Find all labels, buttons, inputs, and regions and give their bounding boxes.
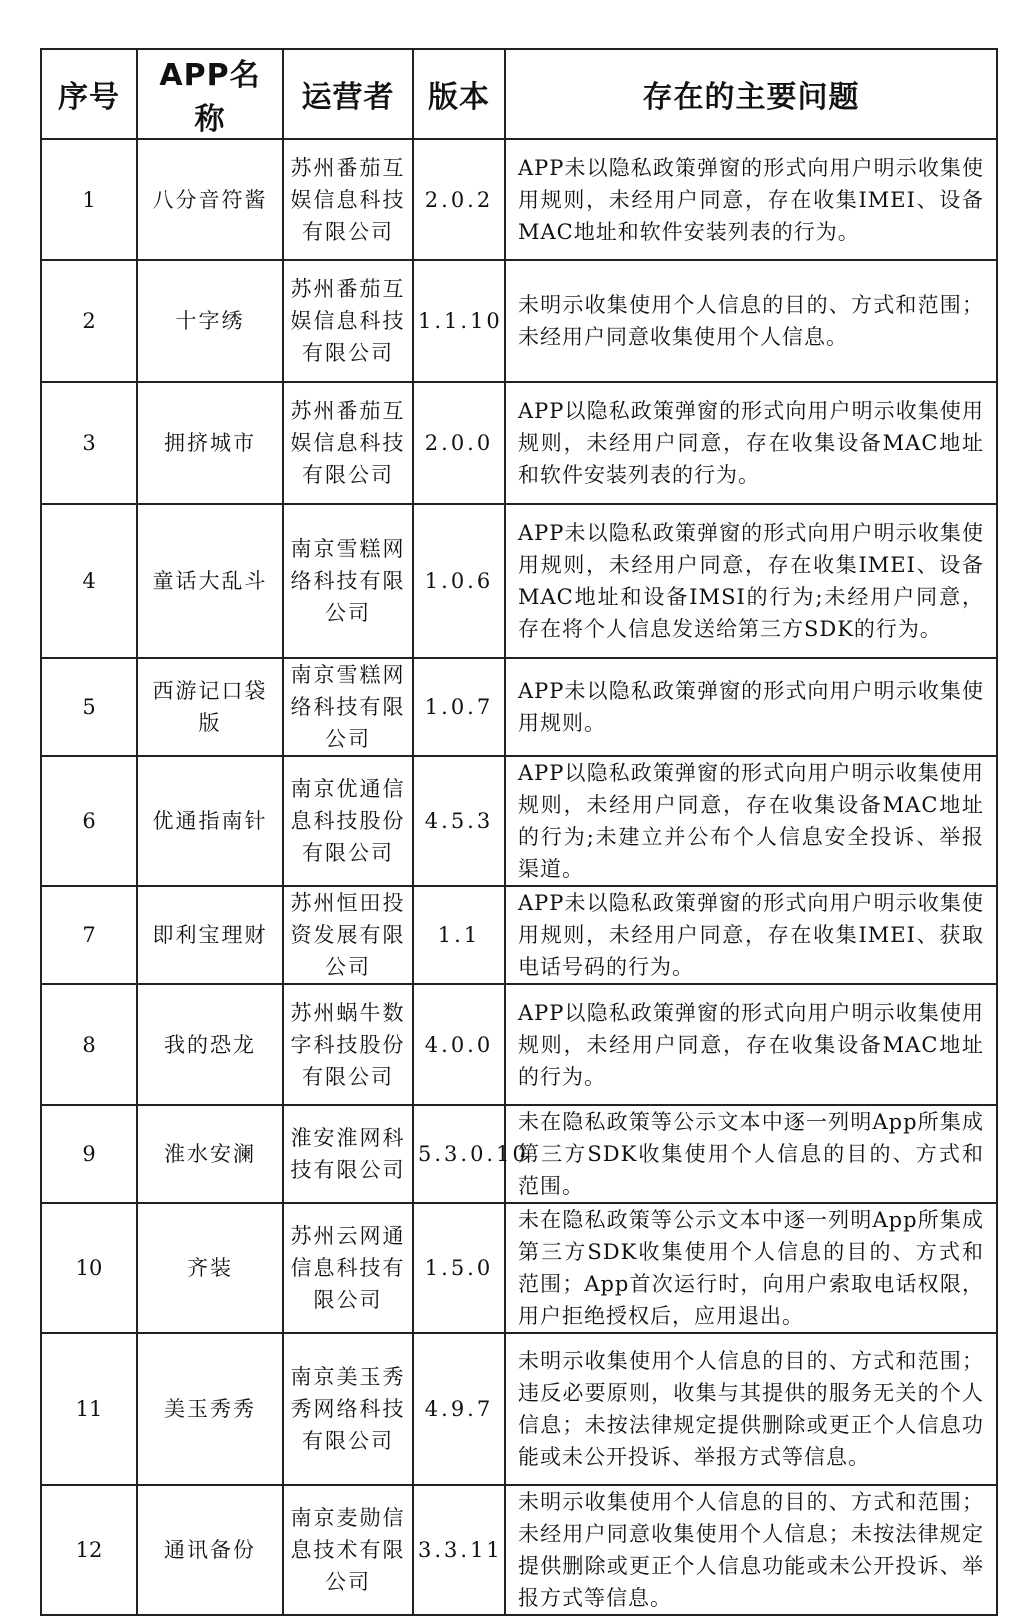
app-name-cell: 八分音符酱 xyxy=(137,139,283,260)
operator-cell: 南京优通信息科技股份有限公司 xyxy=(283,756,413,886)
issue-cell: APP未以隐私政策弹窗的形式向用户明示收集使用规则。 xyxy=(505,658,997,756)
header-version: 版本 xyxy=(413,49,505,139)
version-cell: 4.0.0 xyxy=(413,984,505,1105)
serial-number-cell: 12 xyxy=(41,1485,137,1615)
app-name-cell: 西游记口袋版 xyxy=(137,658,283,756)
version-cell: 2.0.2 xyxy=(413,139,505,260)
operator-cell: 南京美玉秀秀网络科技有限公司 xyxy=(283,1333,413,1485)
issue-cell: APP未以隐私政策弹窗的形式向用户明示收集使用规则，未经用户同意，存在收集IMEI、设备MAC地址和设备IMSI的行为;未经用户同意，存在将个人信息发送给第三方SDK的行为。 xyxy=(505,504,997,658)
serial-number-cell: 6 xyxy=(41,756,137,886)
version-cell: 2.0.0 xyxy=(413,382,505,504)
operator-cell: 苏州番茄互娱信息科技有限公司 xyxy=(283,382,413,504)
table-row xyxy=(41,382,997,504)
version-cell: 1.5.0 xyxy=(413,1203,505,1333)
issue-cell: 未在隐私政策等公示文本中逐一列明App所集成第三方SDK收集使用个人信息的目的、方式和范围；App首次运行时，向用户索取电话权限，用户拒绝授权后，应用退出。 xyxy=(505,1203,997,1333)
issue-cell: APP以隐私政策弹窗的形式向用户明示收集使用规则，未经用户同意，存在收集设备MAC地址的行为;未建立并公布个人信息安全投诉、举报渠道。 xyxy=(505,756,997,886)
version-cell: 3.3.11 xyxy=(413,1485,505,1615)
header-operator: 运营者 xyxy=(283,49,413,139)
issue-cell: 未明示收集使用个人信息的目的、方式和范围；未经用户同意收集使用个人信息；未按法律规定提供删除或更正个人信息功能或未公开投诉、举报方式等信息。 xyxy=(505,1485,997,1615)
version-cell: 4.5.3 xyxy=(413,756,505,886)
operator-cell: 苏州番茄互娱信息科技有限公司 xyxy=(283,139,413,260)
serial-number-cell: 1 xyxy=(41,139,137,260)
app-name-cell: 美玉秀秀 xyxy=(137,1333,283,1485)
serial-number-cell: 4 xyxy=(41,504,137,658)
serial-number-cell: 8 xyxy=(41,984,137,1105)
table-row xyxy=(41,756,997,886)
serial-number-cell: 5 xyxy=(41,658,137,756)
issue-cell: APP以隐私政策弹窗的形式向用户明示收集使用规则，未经用户同意，存在收集设备MAC地址的行为。 xyxy=(505,984,997,1105)
table-row xyxy=(41,886,997,984)
header-main-issues: 存在的主要问题 xyxy=(505,49,997,139)
version-cell: 1.1.10 xyxy=(413,260,505,382)
issue-cell: 未明示收集使用个人信息的目的、方式和范围；违反必要原则，收集与其提供的服务无关的个人信息；未按法律规定提供删除或更正个人信息功能或未公开投诉、举报方式等信息。 xyxy=(505,1333,997,1485)
operator-cell: 苏州云网通信息科技有限公司 xyxy=(283,1203,413,1333)
app-issues-table-sheet xyxy=(40,48,996,1616)
app-name-cell: 拥挤城市 xyxy=(137,382,283,504)
serial-number-cell: 7 xyxy=(41,886,137,984)
table-header-row xyxy=(41,49,997,139)
serial-number-cell: 9 xyxy=(41,1105,137,1203)
app-name-cell: 我的恐龙 xyxy=(137,984,283,1105)
table-row xyxy=(41,1333,997,1485)
table-row xyxy=(41,139,997,260)
issue-cell: APP以隐私政策弹窗的形式向用户明示收集使用规则，未经用户同意，存在收集设备MAC地址和软件安装列表的行为。 xyxy=(505,382,997,504)
table-row xyxy=(41,1203,997,1333)
operator-cell: 南京雪糕网络科技有限公司 xyxy=(283,658,413,756)
header-serial-number: 序号 xyxy=(41,49,137,139)
serial-number-cell: 3 xyxy=(41,382,137,504)
issue-cell: 未在隐私政策等公示文本中逐一列明App所集成第三方SDK收集使用个人信息的目的、方式和范围。 xyxy=(505,1105,997,1203)
table-row xyxy=(41,260,997,382)
table-row xyxy=(41,504,997,658)
table-row xyxy=(41,1485,997,1615)
version-cell: 1.1 xyxy=(413,886,505,984)
version-cell: 1.0.6 xyxy=(413,504,505,658)
operator-cell: 苏州恒田投资发展有限公司 xyxy=(283,886,413,984)
app-issues-table xyxy=(40,48,998,1616)
serial-number-cell: 11 xyxy=(41,1333,137,1485)
serial-number-cell: 2 xyxy=(41,260,137,382)
app-name-cell: 童话大乱斗 xyxy=(137,504,283,658)
table-row xyxy=(41,1105,997,1203)
operator-cell: 苏州番茄互娱信息科技有限公司 xyxy=(283,260,413,382)
app-name-cell: 即利宝理财 xyxy=(137,886,283,984)
app-name-cell: 齐装 xyxy=(137,1203,283,1333)
version-cell: 5.3.0.10 xyxy=(413,1105,505,1203)
version-cell: 4.9.7 xyxy=(413,1333,505,1485)
app-name-cell: 十字绣 xyxy=(137,260,283,382)
operator-cell: 苏州蜗牛数字科技股份有限公司 xyxy=(283,984,413,1105)
issue-cell: 未明示收集使用个人信息的目的、方式和范围；未经用户同意收集使用个人信息。 xyxy=(505,260,997,382)
operator-cell: 南京雪糕网络科技有限公司 xyxy=(283,504,413,658)
issue-cell: APP未以隐私政策弹窗的形式向用户明示收集使用规则，未经用户同意，存在收集IMEI、获取电话号码的行为。 xyxy=(505,886,997,984)
header-app-name: APP名称 xyxy=(137,49,283,139)
app-name-cell: 淮水安澜 xyxy=(137,1105,283,1203)
table-row xyxy=(41,658,997,756)
table-row xyxy=(41,984,997,1105)
serial-number-cell: 10 xyxy=(41,1203,137,1333)
app-name-cell: 通讯备份 xyxy=(137,1485,283,1615)
operator-cell: 南京麦勋信息技术有限公司 xyxy=(283,1485,413,1615)
operator-cell: 淮安淮网科技有限公司 xyxy=(283,1105,413,1203)
app-name-cell: 优通指南针 xyxy=(137,756,283,886)
version-cell: 1.0.7 xyxy=(413,658,505,756)
issue-cell: APP未以隐私政策弹窗的形式向用户明示收集使用规则，未经用户同意，存在收集IMEI、设备MAC地址和软件安装列表的行为。 xyxy=(505,139,997,260)
